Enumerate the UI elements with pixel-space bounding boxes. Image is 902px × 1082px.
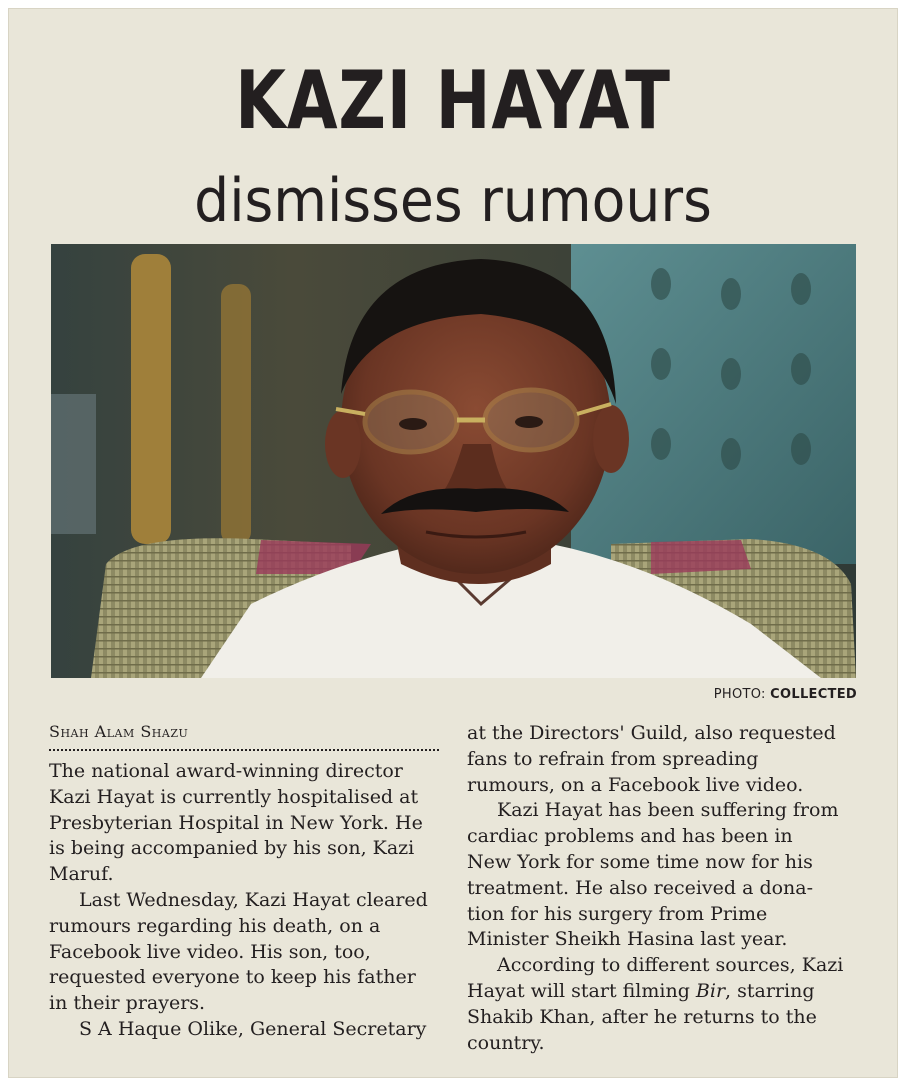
body-line: Kazi Hayat has been suffering from	[497, 799, 839, 822]
photo-credit-source: COLLECTED	[770, 687, 857, 702]
body-line: treatment. He also received a dona-	[467, 876, 814, 899]
body-line: fans to refrain from spreading	[467, 747, 759, 770]
body-line: The national award-winning director	[49, 760, 403, 782]
subheadline: dismisses rumours	[194, 166, 712, 236]
body-line: tion for his surgery from Prime	[467, 902, 768, 925]
body-line: requested everyone to keep his father	[49, 966, 416, 989]
body-line: Kazi Hayat is currently hospitalised at	[49, 785, 419, 808]
byline-divider	[49, 749, 439, 751]
body-line: Presbyterian Hospital in New York. He	[49, 811, 423, 834]
body-line	[467, 979, 865, 1005]
body-line: S A Haque Olike, General Secretary	[79, 1017, 427, 1040]
body-line: New York for some time now for his	[467, 850, 813, 873]
byline-text: Shah Alam Shazu	[49, 722, 189, 741]
body-line: cardiac problems and has been in	[467, 825, 793, 848]
body-line: Facebook live video. His son, too,	[49, 940, 371, 963]
body-text: Hayat will start filming	[467, 979, 696, 1002]
body-line: is being accompanied by his son, Kazi	[49, 837, 415, 860]
body-line: Shakib Khan, after he returns to the	[467, 1005, 817, 1028]
photo-credit-prefix: PHOTO:	[713, 687, 771, 702]
portrait-photo	[51, 244, 856, 678]
body-line: country.	[467, 1031, 545, 1054]
body-line: Minister Sheikh Hasina last year.	[467, 928, 788, 951]
body-line: According to different sources, Kazi	[497, 954, 844, 977]
body-line: rumours, on a Facebook live video.	[467, 773, 804, 796]
film-title: Bir	[695, 979, 726, 1002]
body-line: at the Directors' Guild, also requested	[467, 722, 836, 744]
body-line: rumours regarding his death, on a	[49, 914, 381, 937]
body-text: , starring	[725, 979, 815, 1002]
portrait-illustration	[51, 244, 856, 678]
article-column-1	[49, 721, 447, 1043]
body-line: Maruf.	[49, 863, 114, 886]
byline	[49, 721, 447, 743]
headline: KAZI HAYAT	[235, 54, 671, 147]
article-column-2	[467, 721, 865, 1056]
photo-credit	[714, 687, 857, 702]
body-line: Last Wednesday, Kazi Hayat cleared	[79, 888, 428, 911]
body-line: in their prayers.	[49, 992, 206, 1015]
newspaper-clipping	[8, 8, 898, 1078]
